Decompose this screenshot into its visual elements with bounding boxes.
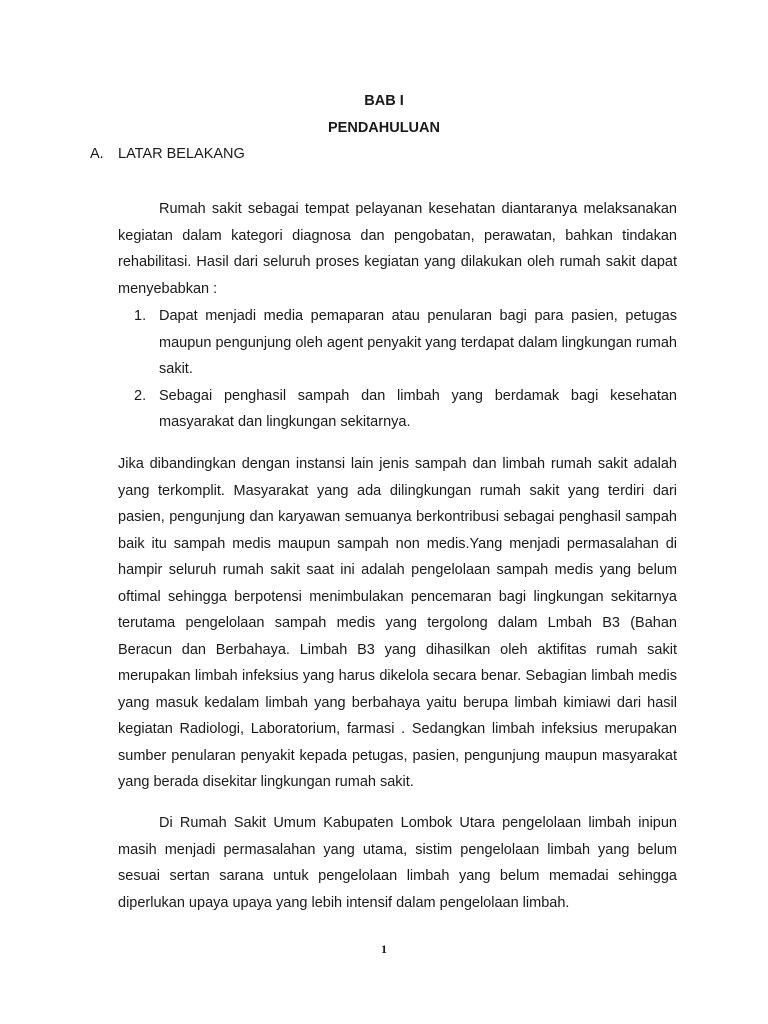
list-item-number: 1.: [134, 308, 147, 324]
list-item: [118, 303, 677, 383]
section-title: LATAR BELAKANG: [118, 146, 245, 162]
page-number: 1: [381, 942, 387, 956]
paragraph-lombok-utara: Di Rumah Sakit Umum Kabupaten Lombok Utara pengelolaan limbah inipun masih menjadi permasalahan yang utama, sistim pengelolaan limbah yang belum sesuai sertan sarana untuk pengelolaan limbah yang belum memadai sehingga diperlukan upaya upaya yang lebih intensif dalam pengelolaan limbah.: [118, 815, 677, 911]
chapter-label: BAB I: [364, 93, 404, 109]
numbered-list: [118, 303, 677, 436]
paragraph-comparison: Jika dibandingkan dengan instansi lain jenis sampah dan limbah rumah sakit adalah yang terkomplit. Masyarakat yang ada dilingkungan rumah sakit yang terdiri dari pasien, pengunjung dan karyawan semuanya berkontribusi sebagai penghasil sampah baik itu sampah medis maupun sampah non medis.Yang menjadi permasalahan di hampir seluruh rumah sakit saat ini adalah pengelolaan sampah medis yang belum oftimal sehingga berpotensi menimbulakan pencemaran bagi lingkungan sekitarnya terutama pengelolaan sampah medis yang tergolong dalam Lmbah B3 (Bahan Beracun dan Berbahaya. Limbah B3 yang dihasilkan oleh aktifitas rumah sakit merupakan limbah infeksius yang harus dikelola secara benar. Sebagian limbah medis yang masuk kedalam limbah yang berbahaya yaitu berupa limbah kimiawi dari hasil kegiatan Radiologi, Laboratorium, farmasi . Sedangkan limbah infeksius merupakan sumber penularan penyakit kepada petugas, pasien, pengunjung maupun masyarakat yang berada disekitar lingkungan rumah sakit.: [118, 456, 677, 790]
paragraph-intro: Rumah sakit sebagai tempat pelayanan kesehatan diantaranya melaksanakan kegiatan dalam kategori diagnosa dan pengobatan, perawatan, bahkan tindakan rehabilitasi. Hasil dari seluruh proses kegiatan yang dilakukan oleh rumah sakit dapat menyebabkan :: [118, 201, 677, 297]
list-item-text: Sebagai penghasil sampah dan limbah yang berdamak bagi kesehatan masyarakat dan lingkungan sekitarnya.: [159, 387, 677, 430]
list-item-text: Dapat menjadi media pemaparan atau penularan bagi para pasien, petugas maupun pengunjung oleh agent penyakit yang terdapat dalam lingkungan rumah sakit.: [159, 308, 677, 377]
section-letter: A.: [90, 146, 104, 162]
section-heading: [90, 146, 245, 162]
list-item-number: 2.: [134, 387, 147, 404]
list-item: [118, 383, 677, 436]
chapter-title: PENDAHULUAN: [328, 120, 440, 136]
